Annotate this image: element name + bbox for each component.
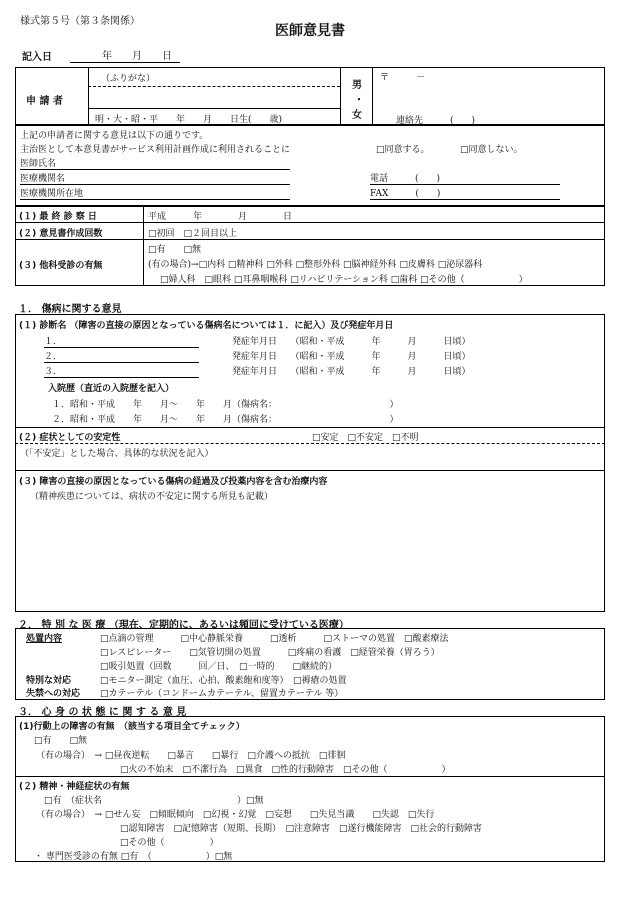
- hospitalization-entry-1[interactable]: １．昭和・平成 年 月～ 年 月（傷病名： ）: [52, 400, 399, 410]
- behavior-label: (1)行動上の障害の有無 （該当する項目全てチェック）: [19, 722, 245, 732]
- section1-title: １． 傷病に関する意見: [18, 304, 122, 315]
- behavior-yes-no[interactable]: □有 □無: [34, 736, 88, 746]
- entry-date-field[interactable]: 年 月 日: [70, 47, 180, 63]
- postal-code-field[interactable]: 〒 －: [380, 73, 426, 83]
- diagnosis-label: (１) 診断名 （障害の直接の原因となっている傷病名については１．に記入）及び発症年月日: [19, 321, 394, 331]
- report-count-label: (２) 意見書作成回数: [19, 229, 103, 239]
- phone-field[interactable]: 電話 ( ): [370, 171, 560, 185]
- furigana-label: （ふりがな）: [101, 74, 156, 84]
- treatment-course-note: （精神疾患については、病状の不安定に関する所見も記載）: [30, 492, 273, 502]
- section2-title: ２． 特 別 な 医 療 （現在、定期的に、あるいは頻回に受けている医療）: [18, 620, 349, 631]
- form-number: 様式第５号（第３条関係）: [20, 16, 140, 27]
- hospitalization-entry-2[interactable]: ２．昭和・平成 年 月～ 年 月（傷病名： ）: [52, 415, 399, 425]
- treatment-course-label: (３) 障害の直接の原因となっている傷病の経過及び投薬内容を含む治療内容: [19, 477, 328, 487]
- page-title: 医師意見書: [275, 23, 345, 39]
- stability-note: （「不安定」とした場合、具体的な状況を記入）: [20, 449, 214, 459]
- onset-date-3[interactable]: 発症年月日 （昭和・平成 年 月 日頃）: [232, 367, 471, 377]
- gender-female[interactable]: 女: [352, 110, 362, 121]
- special-care-options[interactable]: □モニター測定（血圧、心拍、酸素飽和度等） □褥瘡の処置: [100, 676, 347, 686]
- stability-options[interactable]: □安定 □不安定 □不明: [312, 433, 419, 443]
- section3-title: ３． 心 身 の 状 態 に 関 す る 意 見: [18, 707, 187, 718]
- behavior-options-1[interactable]: （有の場合） → □昼夜逆転 □暴言 □暴行 □介護への抵抗 □徘徊: [36, 751, 346, 761]
- other-dept-list-2[interactable]: □婦人科 □眼科 □耳鼻咽喉科 □リハビリテーション科 □歯科 □その他（ ）: [160, 275, 528, 285]
- diagnosis-field-2[interactable]: ２．: [44, 349, 199, 363]
- stability-label: (２) 症状としての安定性: [19, 433, 121, 443]
- treatment-label: 処置内容: [26, 634, 63, 644]
- contact-field[interactable]: 連絡先 ( ): [396, 116, 476, 126]
- specialist-consult[interactable]: ・ 専門医受診の有無 □有 （ ）□無: [34, 852, 233, 862]
- consent-agree-checkbox[interactable]: □同意する。: [376, 145, 430, 155]
- onset-date-1[interactable]: 発症年月日 （昭和・平成 年 月 日頃）: [232, 337, 471, 347]
- incontinence-label: 失禁への対応: [26, 689, 81, 699]
- other-dept-yes-no[interactable]: □有 □無: [148, 245, 202, 255]
- mental-symptoms-yes-no[interactable]: □有 （症状名 ）□無: [44, 796, 264, 806]
- mental-symptoms-options-3[interactable]: □その他（ ）: [120, 838, 219, 848]
- behavior-options-2[interactable]: □火の不始末 □不潔行為 □異食 □性的行動障害 □その他（ ）: [120, 765, 451, 775]
- other-dept-label: (３) 他科受診の有無: [19, 261, 103, 271]
- hospitalization-label: 入院歴（直近の入院歴を記入）: [48, 384, 175, 394]
- institution-address-field[interactable]: 医療機関所在地: [20, 186, 290, 200]
- gender-dot: ・: [354, 95, 364, 106]
- doctor-name-field[interactable]: 医師氏名: [20, 156, 290, 170]
- mental-symptoms-label: (２) 精神・神経症状の有無: [19, 782, 130, 792]
- mental-symptoms-options-1[interactable]: （有の場合） → □せん妄 □傾眠傾向 □幻視・幻覚 □妄想 □失見当識 □失認 □失行: [36, 810, 435, 820]
- special-care-label: 特別な対応: [26, 676, 72, 686]
- diagnosis-field-1[interactable]: １．: [44, 334, 199, 348]
- report-count-options[interactable]: □初回 □２回目以上: [148, 229, 238, 239]
- fax-field[interactable]: FAX ( ): [370, 186, 560, 200]
- other-dept-list-1[interactable]: (有の場合)→□内科 □精神科 □外科 □整形外科 □脳神経外科 □皮膚科 □泌尿器科: [148, 260, 483, 270]
- treatment-options-1[interactable]: □点滴の管理 □中心静脈栄養 □透析 □ストーマの処置 □酸素療法: [100, 634, 449, 644]
- treatment-options-2[interactable]: □レスピレーター □気管切開の処置 □疼痛の看護 □経管栄養（胃ろう）: [100, 648, 440, 658]
- last-exam-label: (１) 最 終 診 察 日: [19, 212, 97, 222]
- diagnosis-field-3[interactable]: ３．: [44, 364, 199, 378]
- onset-date-2[interactable]: 発症年月日 （昭和・平成 年 月 日頃）: [232, 352, 471, 362]
- last-exam-date-field[interactable]: 平成 年 月 日: [148, 212, 293, 222]
- birth-date-field[interactable]: 明・大・昭・平 年 月 日生( 歳): [95, 115, 283, 125]
- consent-disagree-checkbox[interactable]: □同意しない。: [460, 145, 523, 155]
- gender-male[interactable]: 男: [352, 80, 362, 91]
- treatment-options-3[interactable]: □吸引処置（回数 回／日、 □一時的 □継続的）: [100, 662, 338, 672]
- consent-statement: 主治医として本意見書がサービス利用計画作成に利用されることに: [20, 145, 291, 155]
- doctor-statement: 上記の申請者に関する意見は以下の通りです。: [20, 131, 209, 141]
- incontinence-options[interactable]: □カテーテル（コンドームカテーテル、留置カテーテル 等）: [100, 689, 344, 699]
- mental-symptoms-options-2[interactable]: □認知障害 □記憶障害（短期、長期） □注意障害 □遂行機能障害 □社会的行動障害: [120, 824, 483, 834]
- entry-date-label: 記入日: [22, 52, 52, 63]
- applicant-label: 申 請 者: [26, 96, 63, 107]
- institution-name-field[interactable]: 医療機関名: [20, 171, 290, 185]
